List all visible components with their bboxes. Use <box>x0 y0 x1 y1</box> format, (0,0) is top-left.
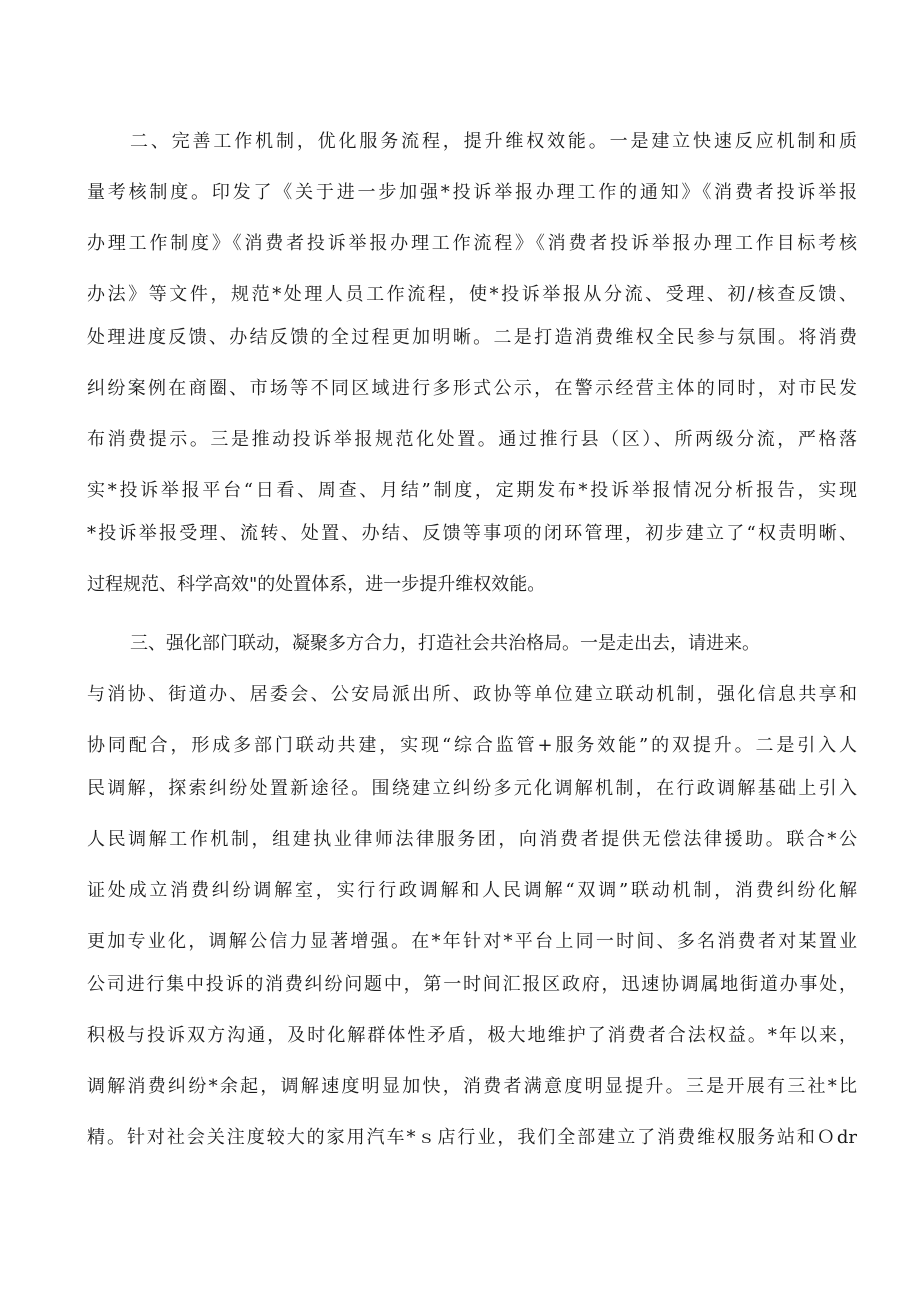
paragraph-3-line-1: 三、强化部门联动，凝聚多方合力，打造社会共治格局。一是走出去，请进来。 <box>130 633 760 654</box>
paragraph-2-line-10: 过程规范、科学高效"的处置体系，进一步提升维权效能。 <box>87 574 546 595</box>
paragraph-3-line-11: 精。针对社会关注度较大的家用汽车*ｓ店行业，我们全部建立了消费维权服务站和Ｏdr <box>87 1127 857 1148</box>
paragraph-3-line-5: 人民调解工作机制，组建执业律师法律服务团，向消费者提供无偿法律援助。联合*公 <box>87 829 857 850</box>
paragraph-2-line-5: 处理进度反馈、办结反馈的全过程更加明晰。二是打造消费维权全民参与氛围。将消费 <box>87 327 857 348</box>
paragraph-2-line-4: 办法》等文件，规范*处理人员工作流程，使*投诉举报从分流、受理、初/核查反馈、 <box>87 284 857 305</box>
paragraph-2-line-7: 布消费提示。三是推动投诉举报规范化处置。通过推行县（区）、所两级分流，严格落 <box>87 429 857 450</box>
paragraph-2-line-2: 量考核制度。印发了《关于进一步加强*投诉举报办理工作的通知》《消费者投诉举报 <box>87 182 857 203</box>
paragraph-3-line-8: 公司进行集中投诉的消费纠纷问题中，第一时间汇报区政府，迅速协调属地街道办事处， <box>87 974 857 995</box>
paragraph-2-line-9: *投诉举报受理、流转、处置、办结、反馈等事项的闭环管理，初步建立了“权责明晰、 <box>87 523 857 544</box>
paragraph-2-line-8: 实*投诉举报平台“日看、周查、月结”制度，定期发布*投诉举报情况分析报告，实现 <box>87 480 857 501</box>
paragraph-3-line-6: 证处成立消费纠纷调解室，实行行政调解和人民调解“双调”联动机制，消费纠纷化解 <box>87 880 857 901</box>
paragraph-3-line-3: 协同配合，形成多部门联动共建，实现“综合监管+服务效能”的双提升。二是引入人 <box>87 735 857 756</box>
paragraph-3-line-2: 与消协、街道办、居委会、公安局派出所、政协等单位建立联动机制，强化信息共享和 <box>87 684 857 705</box>
paragraph-2-line-6: 纠纷案例在商圈、市场等不同区域进行多形式公示，在警示经营主体的同时，对市民发 <box>87 378 857 399</box>
paragraph-3-line-9: 积极与投诉双方沟通，及时化解群体性矛盾，极大地维护了消费者合法权益。*年以来， <box>87 1025 857 1046</box>
paragraph-2-line-3: 办理工作制度》《消费者投诉举报办理工作流程》《消费者投诉举报办理工作目标考核 <box>87 233 857 254</box>
paragraph-3-line-4: 民调解，探索纠纷处置新途径。围绕建立纠纷多元化调解机制，在行政调解基础上引入 <box>87 778 857 799</box>
paragraph-3-line-7: 更加专业化，调解公信力显著增强。在*年针对*平台上同一时间、多名消费者对某置业 <box>87 931 857 952</box>
paragraph-2-line-1: 二、完善工作机制，优化服务流程，提升维权效能。一是建立快速反应机制和质 <box>130 131 857 152</box>
paragraph-3-line-10: 调解消费纠纷*余起，调解速度明显加快，消费者满意度明显提升。三是开展有三社*比 <box>87 1076 857 1097</box>
